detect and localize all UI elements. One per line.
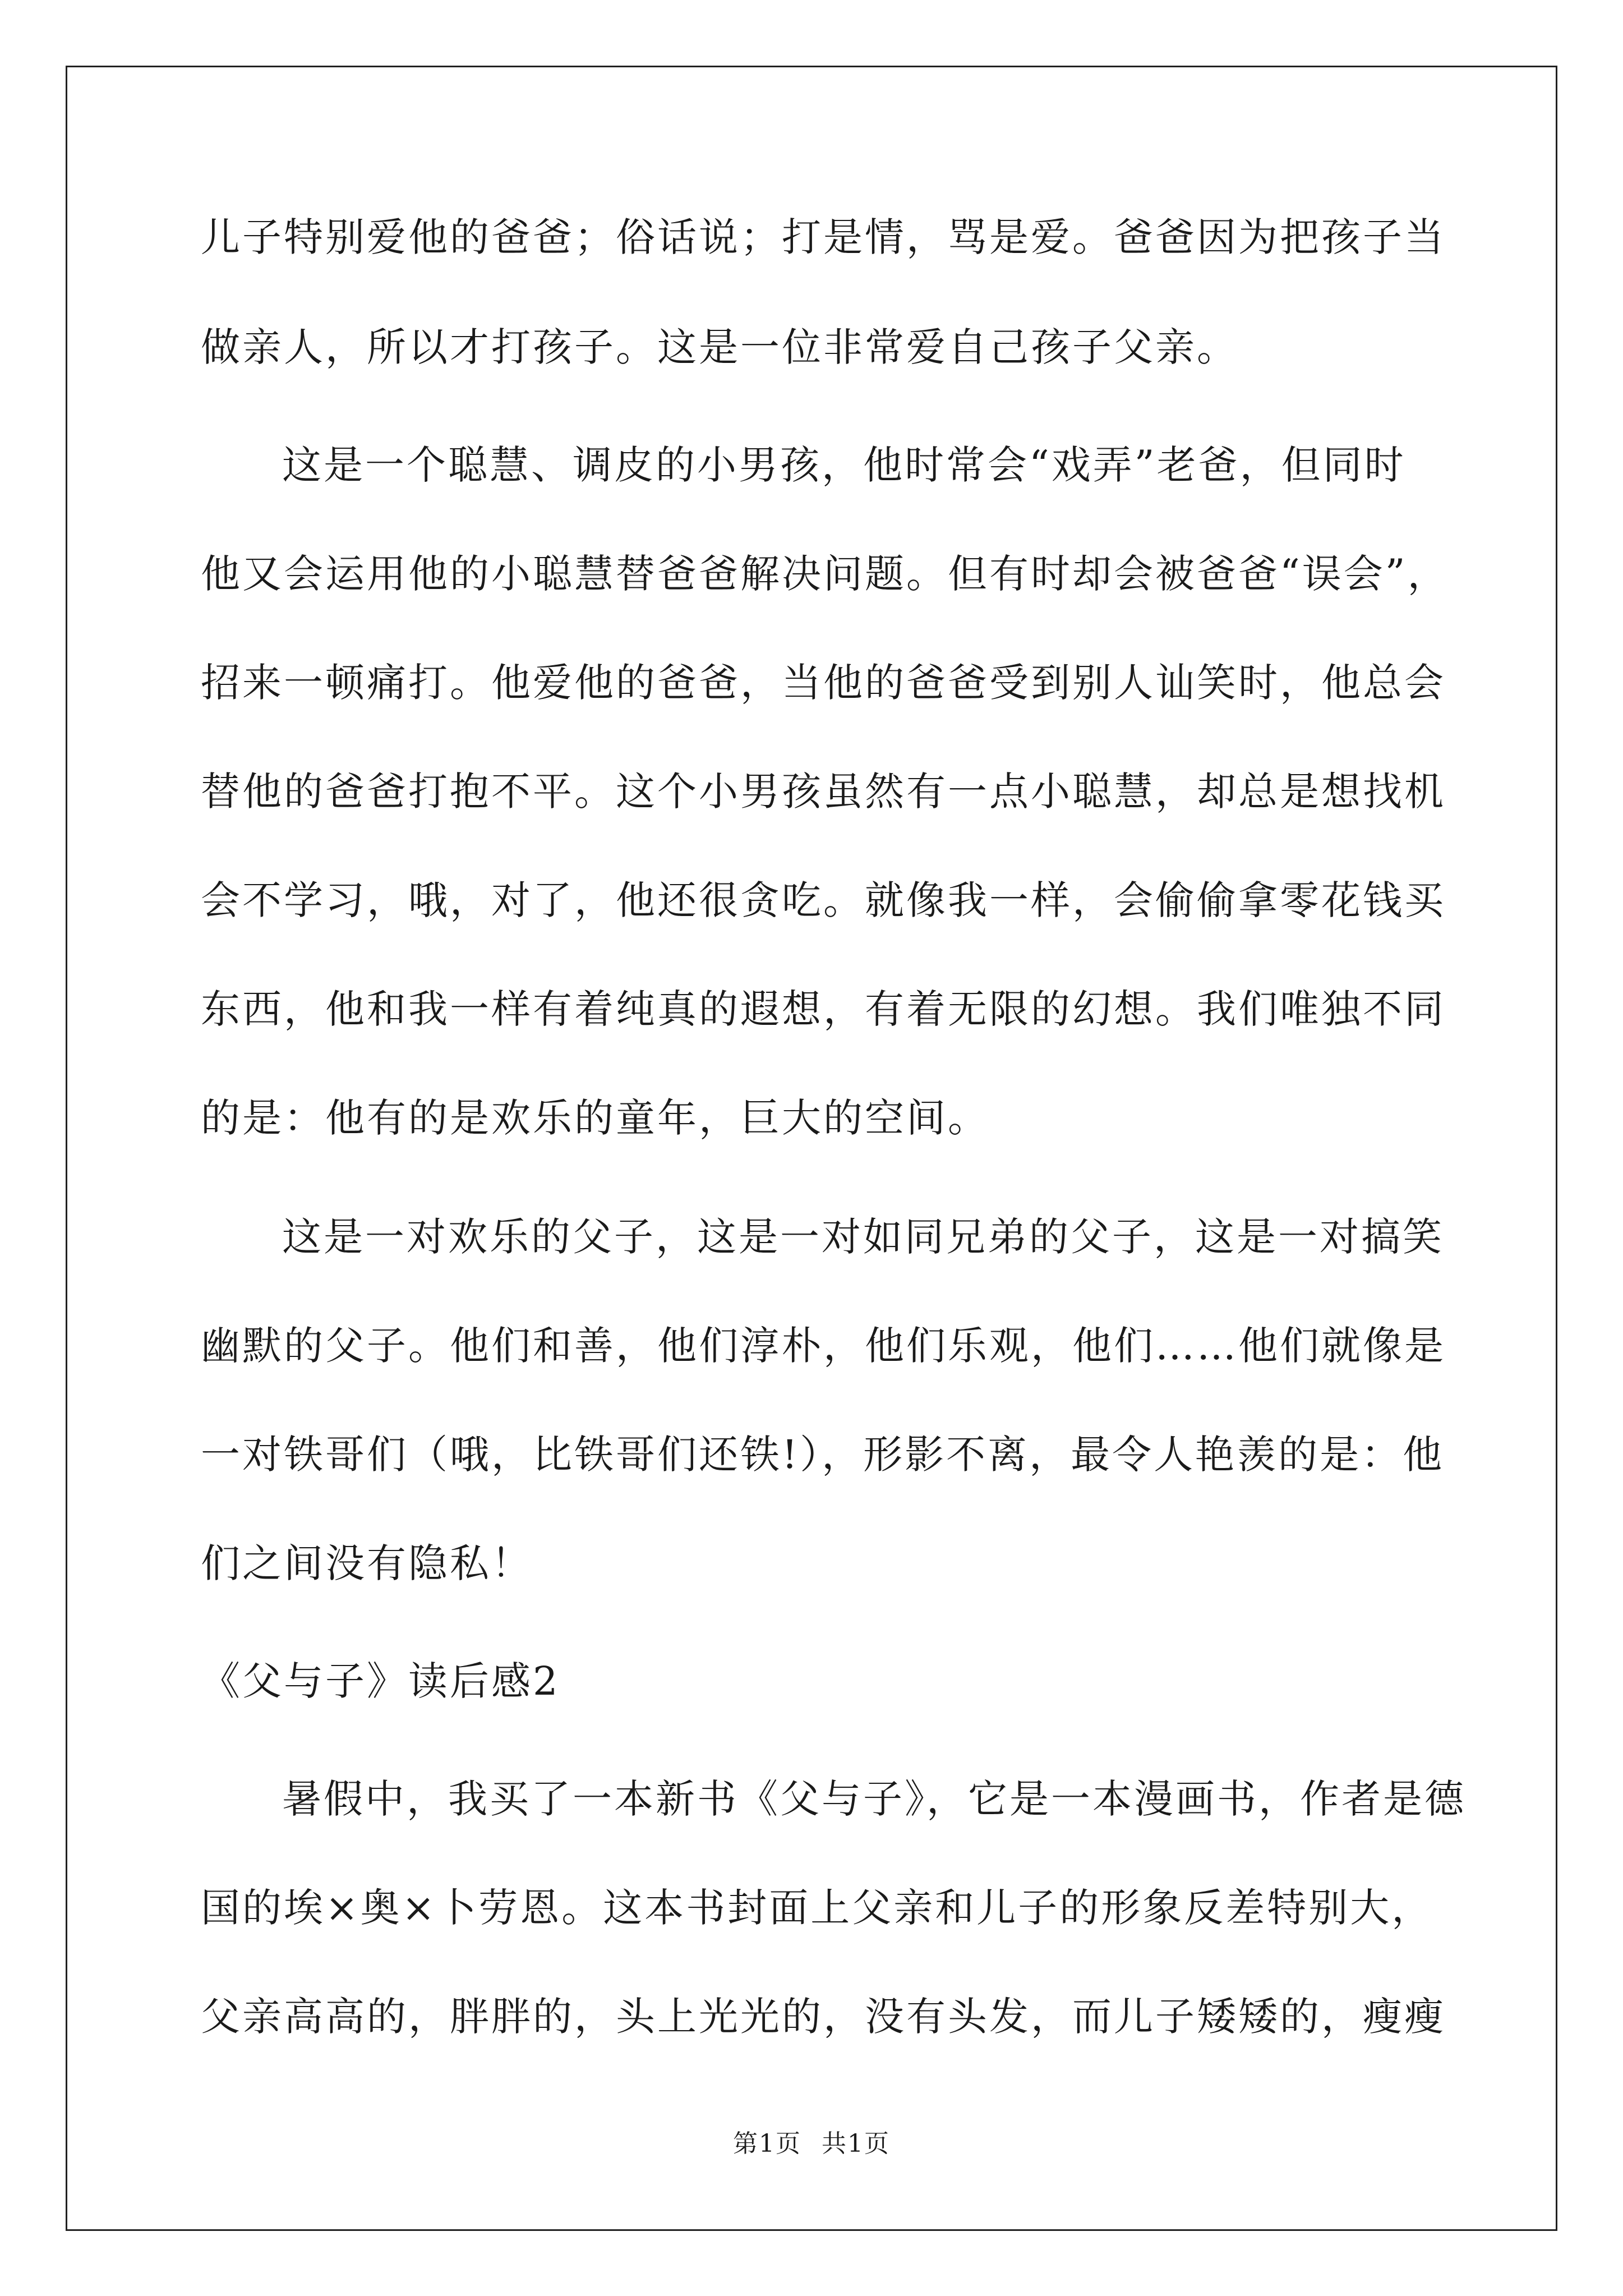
text-line: 一对铁哥们（哦，比铁哥们还铁!），形影不离，最令人艳羡的是：他 — [201, 1432, 1445, 1478]
page-footer — [0, 2129, 1623, 2158]
text-line: 国的埃×奥×卜劳恩。这本书封面上父亲和儿子的形象反差特别大， — [201, 1885, 1433, 1931]
text-line: 会不学习，哦，对了，他还很贪吃。就像我一样，会偷偷拿零花钱买 — [201, 877, 1446, 923]
text-line: 幽默的父子。他们和善，他们淳朴，他们乐观，他们……他们就像是 — [201, 1323, 1446, 1369]
text-line: 东西，他和我一样有着纯真的遐想，有着无限的幻想。我们唯独不同 — [201, 986, 1446, 1032]
text-line: 这是一个聪慧、调皮的小男孩，他时常会“戏弄”老爸，但同时 — [282, 442, 1406, 488]
text-line: 做亲人，所以才打孩子。这是一位非常爱自己孩子父亲。 — [201, 324, 1238, 370]
document-body — [201, 214, 1466, 2040]
text-line: 他又会运用他的小聪慧替爸爸解决问题。但有时却会被爸爸“误会”， — [201, 551, 1449, 597]
text-line: 这是一对欢乐的父子，这是一对如同兄弟的父子，这是一对搞笑 — [282, 1214, 1444, 1260]
text-line: 父亲高高的，胖胖的，头上光光的，没有头发，而儿子矮矮的，瘦瘦 — [201, 1994, 1446, 2040]
page-number: 第1页 — [733, 2129, 801, 2158]
text-line: 招来一顿痛打。他爱他的爸爸，当他的爸爸受到别人讪笑时，他总会 — [201, 660, 1446, 706]
page-total: 共1页 — [822, 2129, 890, 2158]
text-line: 替他的爸爸打抱不平。这个小男孩虽然有一点小聪慧，却总是想找机 — [201, 769, 1446, 815]
section-heading: 《父与子》读后感2 — [201, 1658, 560, 1704]
text-line: 儿子特别爱他的爸爸；俗话说；打是情，骂是爱。爸爸因为把孩子当 — [201, 214, 1446, 260]
text-line: 们之间没有隐私！ — [201, 1540, 533, 1586]
text-line: 暑假中，我买了一本新书《父与子》，它是一本漫画书，作者是德 — [282, 1776, 1466, 1822]
text-line: 的是：他有的是欢乐的童年，巨大的空间。 — [201, 1095, 989, 1141]
